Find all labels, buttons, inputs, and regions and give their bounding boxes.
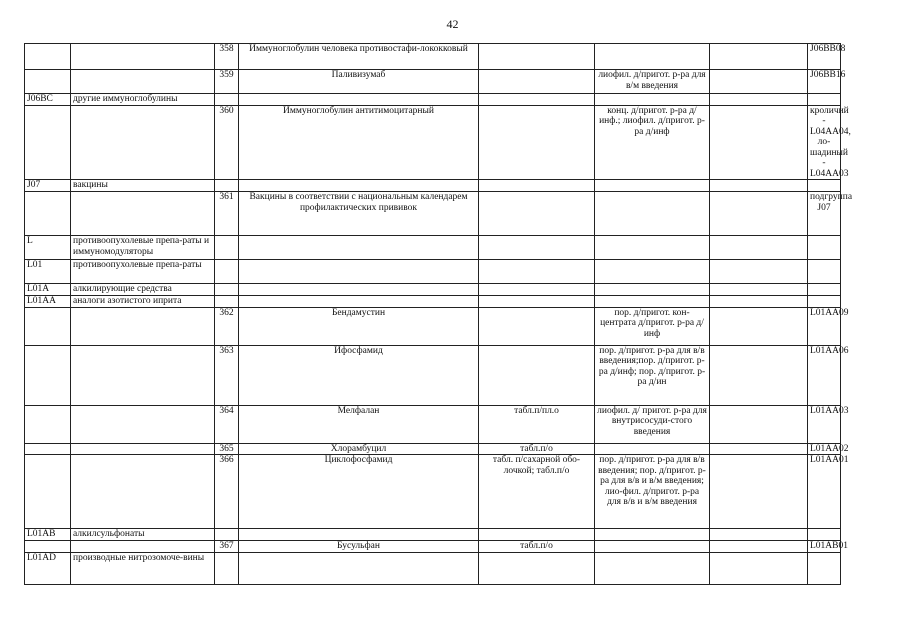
empty-cell (710, 443, 808, 455)
group-name-cell (71, 345, 215, 405)
dosage-form-cell (595, 553, 710, 585)
dosage-form-cell: пор. д/пригот. р-ра для в/в введения; пор. д/пригот. р-ра для в/в и в/м введения; лио-фил. д/пригот. р-ра для в/в и в/м введения (595, 455, 710, 529)
atc-drug-code-cell (808, 529, 841, 541)
group-name-cell: алкилсульфонаты (71, 529, 215, 541)
dosage-form-cell (595, 260, 710, 284)
atc-code-cell: L01AD (25, 553, 71, 585)
drug-name-cell (239, 260, 479, 284)
row-number-cell: 358 (215, 44, 239, 70)
row-number-cell (215, 180, 239, 192)
tablet-form-cell: табл.п/о (479, 541, 595, 553)
group-name-cell (71, 405, 215, 443)
table-row (25, 260, 841, 284)
row-number-cell: 359 (215, 70, 239, 94)
atc-drug-code-cell: J06BB08 (808, 44, 841, 70)
group-name-cell (71, 307, 215, 345)
drug-name-cell (239, 284, 479, 296)
tablet-form-cell (479, 284, 595, 296)
atc-drug-code-cell (808, 553, 841, 585)
drug-name-cell: Иммуноглобулин антитимоцитарный (239, 105, 479, 180)
table-row (25, 180, 841, 192)
empty-cell (710, 296, 808, 308)
atc-drug-code-cell (808, 260, 841, 284)
row-number-cell: 366 (215, 455, 239, 529)
drug-name-cell: Мелфалан (239, 405, 479, 443)
atc-code-cell (25, 455, 71, 529)
atc-drug-code-cell: L01AA06 (808, 345, 841, 405)
row-number-cell (215, 260, 239, 284)
table-row (25, 44, 841, 70)
tablet-form-cell: табл. п/сахарной обо-лочкой; табл.п/о (479, 455, 595, 529)
empty-cell (710, 44, 808, 70)
row-number-cell (215, 94, 239, 106)
atc-code-cell (25, 541, 71, 553)
atc-drug-code-cell: подгруппа J07 (808, 192, 841, 236)
tablet-form-cell: табл.п/о (479, 443, 595, 455)
empty-cell (710, 541, 808, 553)
table-row (25, 296, 841, 308)
atc-drug-code-cell (808, 94, 841, 106)
row-number-cell: 364 (215, 405, 239, 443)
empty-cell (710, 260, 808, 284)
row-number-cell (215, 236, 239, 260)
atc-code-cell (25, 443, 71, 455)
tablet-form-cell: табл.п/пл.о (479, 405, 595, 443)
tablet-form-cell (479, 192, 595, 236)
tablet-form-cell (479, 307, 595, 345)
row-number-cell (215, 284, 239, 296)
drug-name-cell (239, 553, 479, 585)
table-row (25, 236, 841, 260)
atc-code-cell: L01AA (25, 296, 71, 308)
atc-drug-code-cell (808, 296, 841, 308)
dosage-form-cell: лиофил. д/пригот. р-ра для в/м введения (595, 70, 710, 94)
row-number-cell: 367 (215, 541, 239, 553)
atc-drug-code-cell: J06BB16 (808, 70, 841, 94)
dosage-form-cell (595, 44, 710, 70)
atc-drug-code-cell: L01AA03 (808, 405, 841, 443)
drug-name-cell: Хлорамбуцил (239, 443, 479, 455)
row-number-cell: 362 (215, 307, 239, 345)
dosage-form-cell (595, 192, 710, 236)
drug-name-cell: Вакцины в соответствии с национальным календарем профилактических прививок (239, 192, 479, 236)
group-name-cell (71, 443, 215, 455)
dosage-form-cell (595, 180, 710, 192)
atc-code-cell: J07 (25, 180, 71, 192)
group-name-cell (71, 44, 215, 70)
atc-drug-code-cell: кроличий - L04AA04, ло-шадиный - L04AA03 (808, 105, 841, 180)
drug-name-cell: Ифосфамид (239, 345, 479, 405)
table-row (25, 105, 841, 180)
table-row (25, 345, 841, 405)
dosage-form-cell: конц. д/пригот. р-ра д/инф.; лиофил. д/пригот. р-ра д/инф (595, 105, 710, 180)
empty-cell (710, 307, 808, 345)
empty-cell (710, 180, 808, 192)
atc-code-cell: L01 (25, 260, 71, 284)
tablet-form-cell (479, 180, 595, 192)
drug-name-cell (239, 94, 479, 106)
atc-drug-code-cell: L01AA01 (808, 455, 841, 529)
drug-name-cell: Иммуноглобулин человека противостафи-лококковый (239, 44, 479, 70)
group-name-cell (71, 192, 215, 236)
atc-code-cell: L (25, 236, 71, 260)
group-name-cell: вакцины (71, 180, 215, 192)
atc-drug-code-cell: L01AA09 (808, 307, 841, 345)
empty-cell (710, 70, 808, 94)
drug-name-cell (239, 296, 479, 308)
group-name-cell (71, 70, 215, 94)
row-number-cell (215, 296, 239, 308)
table-row (25, 284, 841, 296)
table-row (25, 70, 841, 94)
row-number-cell: 360 (215, 105, 239, 180)
dosage-form-cell: пор. д/пригот. р-ра для в/в введения;пор. д/пригот. р-ра д/инф; пор. д/пригот. р-ра д/ин (595, 345, 710, 405)
drug-name-cell: Паливизумаб (239, 70, 479, 94)
empty-cell (710, 455, 808, 529)
dosage-form-cell: лиофил. д/ пригот. р-ра для внутрисосуди-стого введения (595, 405, 710, 443)
group-name-cell (71, 455, 215, 529)
empty-cell (710, 94, 808, 106)
tablet-form-cell (479, 529, 595, 541)
atc-code-cell (25, 70, 71, 94)
row-number-cell (215, 529, 239, 541)
drug-name-cell: Бендамустин (239, 307, 479, 345)
atc-drug-code-cell (808, 236, 841, 260)
atc-code-cell (25, 307, 71, 345)
drug-name-cell: Бусульфан (239, 541, 479, 553)
dosage-form-cell (595, 284, 710, 296)
drug-name-cell (239, 236, 479, 260)
empty-cell (710, 284, 808, 296)
tablet-form-cell (479, 236, 595, 260)
table-row (25, 541, 841, 553)
atc-code-cell (25, 105, 71, 180)
table-row (25, 529, 841, 541)
row-number-cell: 365 (215, 443, 239, 455)
atc-code-cell (25, 345, 71, 405)
row-number-cell (215, 553, 239, 585)
atc-code-cell: L01A (25, 284, 71, 296)
group-name-cell (71, 541, 215, 553)
drug-list-table (24, 43, 853, 585)
atc-code-cell (25, 44, 71, 70)
table-row (25, 455, 841, 529)
table-row (25, 443, 841, 455)
dosage-form-cell (595, 94, 710, 106)
row-number-cell: 363 (215, 345, 239, 405)
atc-drug-code-cell (808, 180, 841, 192)
drug-name-cell: Циклофосфамид (239, 455, 479, 529)
dosage-form-cell (595, 529, 710, 541)
tablet-form-cell (479, 553, 595, 585)
atc-code-cell: L01AB (25, 529, 71, 541)
table-row (25, 553, 841, 585)
table-row (25, 307, 841, 345)
table-row (25, 94, 841, 106)
group-name-cell: противоопухолевые препа-раты и иммуномодуляторы (71, 236, 215, 260)
tablet-form-cell (479, 296, 595, 308)
dosage-form-cell (595, 443, 710, 455)
empty-cell (710, 345, 808, 405)
empty-cell (710, 553, 808, 585)
group-name-cell: противоопухолевые препа-раты (71, 260, 215, 284)
table-row (25, 405, 841, 443)
group-name-cell: производные нитрозомоче-вины (71, 553, 215, 585)
atc-code-cell: J06BC (25, 94, 71, 106)
atc-code-cell (25, 405, 71, 443)
tablet-form-cell (479, 260, 595, 284)
table-row (25, 192, 841, 236)
atc-drug-code-cell: L01AA02 (808, 443, 841, 455)
drug-name-cell (239, 180, 479, 192)
empty-cell (710, 529, 808, 541)
empty-cell (710, 236, 808, 260)
tablet-form-cell (479, 345, 595, 405)
group-name-cell (71, 105, 215, 180)
atc-drug-code-cell (808, 284, 841, 296)
tablet-form-cell (479, 70, 595, 94)
dosage-form-cell (595, 296, 710, 308)
group-name-cell: аналоги азотистого иприта (71, 296, 215, 308)
dosage-form-cell (595, 541, 710, 553)
group-name-cell: другие иммуноглобулины (71, 94, 215, 106)
empty-cell (710, 192, 808, 236)
dosage-form-cell (595, 236, 710, 260)
empty-cell (710, 105, 808, 180)
drug-name-cell (239, 529, 479, 541)
tablet-form-cell (479, 105, 595, 180)
group-name-cell: алкилирующие средства (71, 284, 215, 296)
page-number: 42 (446, 17, 459, 31)
empty-cell (710, 405, 808, 443)
row-number-cell: 361 (215, 192, 239, 236)
atc-code-cell (25, 192, 71, 236)
tablet-form-cell (479, 94, 595, 106)
dosage-form-cell: пор. д/пригот. кон-центрата д/пригот. р-ра д/инф (595, 307, 710, 345)
atc-drug-code-cell: L01AB01 (808, 541, 841, 553)
tablet-form-cell (479, 44, 595, 70)
